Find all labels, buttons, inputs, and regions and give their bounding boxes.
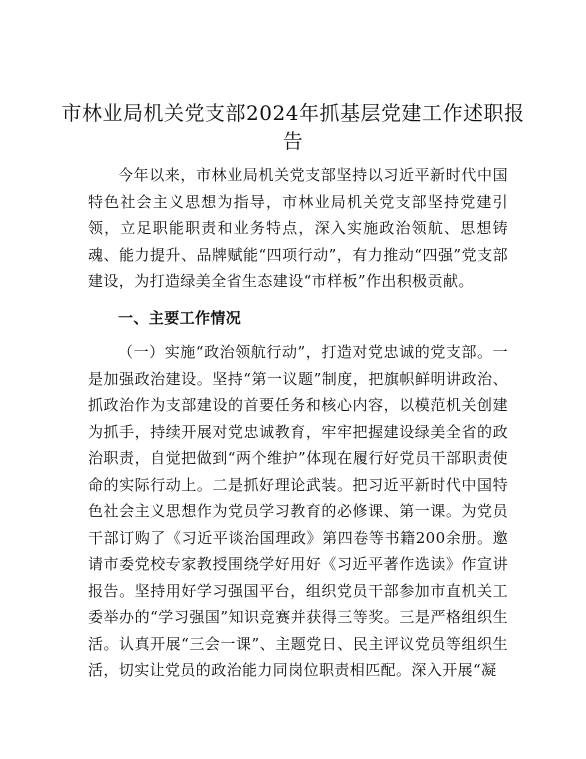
intro-paragraph: 今年以来，市林业局机关党支部坚持以习近平新时代中国特色社会主义思想为指导，市林业局机关党支部坚持党建引领，立足职能职责和业务特点，深入实施政治领航、思想铸魂、能力提升、品牌赋能“四项行动”，有力推动“四强”党支部建设，为打造绿美全省生态建设“市样板”作出积极贡献。 <box>88 166 508 290</box>
document-title: 市林业局机关党支部2024年抓基层党建工作述职报告 <box>61 101 525 153</box>
section-paragraph: （一）实施“政治领航行动”，打造对党忠诚的党支部。一是加强政治建设。坚持“第一议题”制度，把旗帜鲜明讲政治、抓政治作为支部建设的首要任务和核心内容，以模范机关创建为抓手，持续开展对党忠诚教育，牢牢把握建设绿美全省的政治职责，自觉把做到“两个维护”体现在履行好党员干部职责使命的实际行动上。二是抓好理论武装。把习近平新时代中国特色社会主义思想作为党员学习教育的必修课、第一课。为党员干部订购了《习近平谈治国理政》第四卷等书籍200余册。邀请市委党校专家教授围绕学好用好《习近平著作选读》作宣讲报告。坚持用好学习强国平台，组织党员干部参加市直机关工委举办的“学习强国”知识竞赛并获得三等奖。三是严格组织生活。认真开展“三会一课”、主题党日、民主评议党员等组织生活，切实让党员的政治能力同岗位职责相匹配。深入开展“凝 <box>88 343 508 679</box>
section-heading: 一、主要工作情况 <box>118 309 242 327</box>
